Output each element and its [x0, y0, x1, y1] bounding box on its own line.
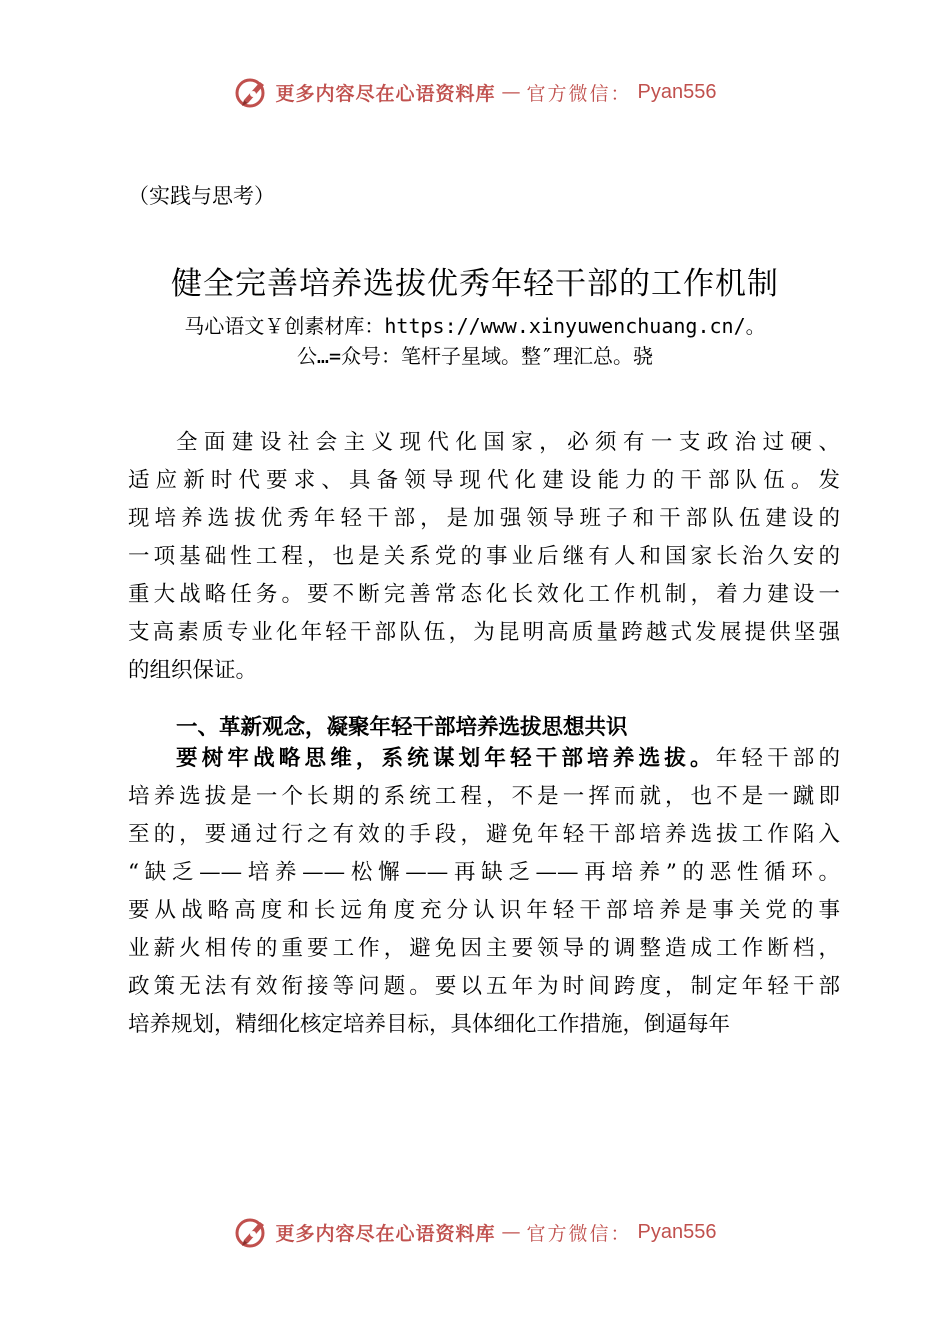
banner-wechat-id: Pyan556: [637, 80, 717, 103]
section-heading: 一、革新观念，凝聚年轻干部培养选拔思想共识: [176, 715, 628, 740]
text-line: 一项基础性工程，也是关系党的事业后继有人和国家长治久安的: [128, 544, 840, 569]
text-line: 至的，要通过行之有效的手段，避免年轻干部培养选拔工作陷入: [128, 822, 840, 847]
text-line: 要从战略高度和长远角度充分认识年轻干部培养是事关党的事: [128, 898, 840, 923]
header-banner: [0, 72, 950, 112]
banner-dash: —: [501, 81, 521, 103]
paragraph-section1: [128, 740, 840, 1044]
page-title: 健全完善培养选拔优秀年轻干部的工作机制: [171, 266, 779, 302]
banner-wechat-label: 官方微信：: [526, 1222, 632, 1245]
text-line: 培养选拔是一个长期的系统工程，不是一挥而就，也不是一蹴即: [128, 784, 840, 809]
banner-text: 更多内容尽在心语资料库: [275, 1222, 496, 1245]
lead-rest-text: 年轻干部的: [715, 746, 840, 771]
text-line: 现培养选拔优秀年轻干部，是加强领导班子和干部队伍建设的: [128, 506, 840, 531]
text-line: 业薪火相传的重要工作，避免因主要领导的调整造成工作断档，: [128, 936, 840, 961]
banner-text: 更多内容尽在心语资料库: [275, 82, 496, 105]
text-line: 全面建设社会主义现代化国家，必须有一支政治过硬、: [176, 430, 840, 455]
footer-banner: [0, 1212, 950, 1252]
banner-dash: —: [501, 1221, 521, 1243]
text-line: 适应新时代要求、具备领导现代化建设能力的干部队伍。发: [128, 468, 840, 493]
category-tag: （实践与思考）: [128, 184, 275, 208]
source-line-2: 公…=众号：笔杆子星域。整″理汇总。骁: [296, 344, 654, 368]
text-line: 培养规划，精细化核定培养目标，具体细化工作措施，倒逼每年: [128, 1012, 731, 1037]
pen-logo-icon: [234, 74, 270, 110]
text-line: 支高素质专业化年轻干部队伍，为昆明高质量跨越式发展提供坚强: [128, 620, 840, 645]
text-line: 重大战略任务。要不断完善常态化长效化工作机制，着力建设一: [128, 582, 840, 607]
banner-wechat-id: Pyan556: [637, 1220, 717, 1243]
text-line: “缺乏——培养——松懈——再缺乏——再培养”的恶性循环。: [128, 860, 840, 885]
lead-bold-text: 要树牢战略思维，系统谋划年轻干部培养选拔。: [176, 746, 716, 771]
pen-logo-icon: [234, 1214, 270, 1250]
paragraph-intro: [128, 424, 840, 690]
text-line: 政策无法有效衔接等问题。要以五年为时间跨度，制定年轻干部: [128, 974, 840, 999]
text-line-lead: [128, 740, 840, 778]
text-line: 的组织保证。: [128, 658, 258, 683]
banner-wechat-label: 官方微信：: [526, 82, 632, 105]
source-line-1: 马心语文￥创素材库：https://www.xinyuwenchuang.cn/。: [184, 314, 766, 338]
